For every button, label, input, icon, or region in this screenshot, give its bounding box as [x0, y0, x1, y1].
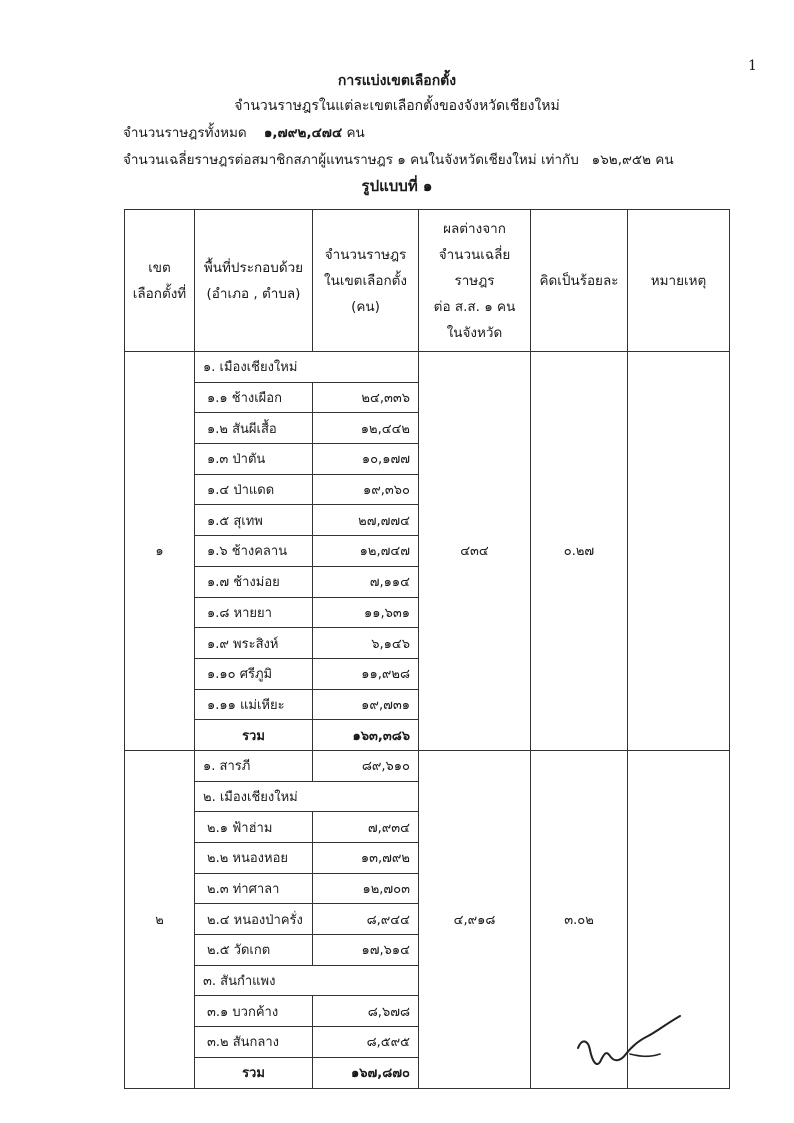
total-value: ๑๖๓,๓๘๖: [313, 720, 419, 751]
amphoe-name: ๓. สันกำแพง: [195, 965, 419, 996]
tambon-population: ๗,๙๓๔: [313, 812, 419, 843]
total-population-value: ๑,๗๙๒,๔๗๔: [263, 125, 343, 141]
tambon-population: ๑๗,๖๑๔: [313, 935, 419, 966]
document-title: การแบ่งเขตเลือกตั้ง: [337, 73, 457, 89]
header-difference-line: ต่อ ส.ส. ๑ คน: [433, 298, 516, 315]
tambon-population: ๑๑,๖๓๑: [313, 597, 419, 628]
tambon-name: ๑.๔ ป่าแดด: [195, 474, 313, 505]
document-subtitle: จำนวนราษฎรในแต่ละเขตเลือกตั้งของจังหวัดเชียงใหม่: [234, 98, 560, 114]
average-label: จำนวนเฉลี่ยราษฎรต่อสมาชิกสภาผู้แทนราษฎร ๑ คนในจังหวัดเชียงใหม่ เท่ากับ: [123, 152, 579, 168]
district-number: ๒: [125, 750, 195, 1088]
tambon-name: ๑.๗ ช้างม่อย: [195, 566, 313, 597]
tambon-name: ๒.๔ หนองป่าครั่ง: [195, 904, 313, 935]
tambon-name: ๑.๑ ช้างเผือก: [195, 382, 313, 413]
average-value: ๑๖๒,๙๕๒: [591, 152, 651, 168]
tambon-name: ๒.๕ วัดเกต: [195, 935, 313, 966]
tambon-population: ๗,๑๑๔: [313, 566, 419, 597]
amphoe-name: ๒. เมืองเชียงใหม่: [195, 781, 419, 812]
total-population-unit: คน: [346, 125, 365, 141]
header-area: [195, 210, 313, 352]
percent-value: ๐.๒๗: [531, 352, 628, 751]
tambon-population: ๘,๖๗๘: [313, 996, 419, 1027]
header-percent-line: คิดเป็นร้อยละ: [539, 272, 619, 289]
tambon-name: ๒.๒ หนองหอย: [195, 843, 313, 874]
header-remark: [628, 210, 730, 352]
header-row: [125, 210, 730, 352]
header-difference-line: ผลต่างจาก: [443, 220, 506, 237]
tambon-population: ๑๑,๙๒๘: [313, 658, 419, 689]
tambon-population: ๑๓,๗๙๒: [313, 843, 419, 874]
header-population: [313, 210, 419, 352]
district-number: ๑: [125, 352, 195, 751]
header-district: [125, 210, 195, 352]
header-population-line: (คน): [351, 298, 380, 315]
amphoe-name: ๑. สารภี: [195, 750, 313, 781]
amphoe-population: ๘๙,๖๑๐: [313, 750, 419, 781]
total-value: ๑๖๗,๘๗๐: [313, 1057, 419, 1088]
table-row: [125, 750, 730, 781]
header-district-line: เลือกตั้งที่: [132, 285, 187, 302]
tambon-population: ๒๔,๓๓๖: [313, 382, 419, 413]
header-percent: [531, 210, 628, 352]
tambon-name: ๒.๓ ท่าศาลา: [195, 873, 313, 904]
tambon-name: ๑.๑๑ แม่เหียะ: [195, 689, 313, 720]
tambon-name: ๓.๑ บวกค้าง: [195, 996, 313, 1027]
total-label: รวม: [195, 1057, 313, 1088]
header-difference: [419, 210, 531, 352]
tambon-name: ๓.๒ สันกลาง: [195, 1027, 313, 1058]
header-area-line: (อำเภอ , ตำบล): [206, 285, 301, 302]
tambon-name: ๑.๓ ป่าตัน: [195, 444, 313, 475]
total-population-line: [123, 121, 365, 143]
tambon-name: ๒.๑ ฟ้าฮ่าม: [195, 812, 313, 843]
header-difference-line: ในจังหวัด: [446, 324, 503, 341]
tambon-name: ๑.๖ ช้างคลาน: [195, 536, 313, 567]
district-table: [124, 209, 730, 1089]
tambon-population: ๘,๕๙๕: [313, 1027, 419, 1058]
tambon-population: ๑๒,๗๐๓: [313, 873, 419, 904]
remark-cell: [628, 352, 730, 751]
header-difference-line: จำนวนเฉลี่ย: [438, 246, 511, 263]
tambon-population: ๖,๑๔๖: [313, 628, 419, 659]
tambon-name: ๑.๕ สุเทพ: [195, 505, 313, 536]
header-population-line: จำนวนราษฎร: [324, 246, 407, 263]
tambon-population: ๑๙,๗๓๑: [313, 689, 419, 720]
tambon-population: ๘,๙๔๔: [313, 904, 419, 935]
total-population-label: จำนวนราษฎรทั้งหมด: [123, 125, 247, 141]
average-unit: คน: [655, 152, 674, 168]
difference-value: ๔๓๔: [419, 352, 531, 751]
tambon-population: ๒๗,๗๗๔: [313, 505, 419, 536]
header-difference-line: ราษฎร: [454, 272, 495, 289]
tambon-name: ๑.๘ หายยา: [195, 597, 313, 628]
total-label: รวม: [195, 720, 313, 751]
tambon-population: ๑๐,๑๗๗: [313, 444, 419, 475]
tambon-population: ๑๒,๗๔๗: [313, 536, 419, 567]
signature: [570, 1010, 690, 1080]
page-number: 1: [748, 58, 757, 74]
header-population-line: ในเขตเลือกตั้ง: [324, 272, 407, 289]
table-row: [125, 352, 730, 383]
amphoe-name: ๑. เมืองเชียงใหม่: [195, 352, 419, 383]
form-title: รูปแบบที่ ๑: [361, 177, 433, 195]
tambon-name: ๑.๙ พระสิงห์: [195, 628, 313, 659]
tambon-population: ๑๙,๓๖๐: [313, 474, 419, 505]
header-area-line: พื้นที่ประกอบด้วย: [203, 259, 304, 276]
header-remark-line: หมายเหตุ: [650, 272, 707, 289]
tambon-name: ๑.๒ สันผีเสื้อ: [195, 413, 313, 444]
tambon-population: ๑๒,๔๔๒: [313, 413, 419, 444]
average-line: [123, 148, 674, 170]
header-district-line: เขต: [148, 259, 171, 276]
percent-value: ๓.๐๒: [531, 750, 628, 1088]
difference-value: ๔,๙๑๘: [419, 750, 531, 1088]
tambon-name: ๑.๑๐ ศรีภูมิ: [195, 658, 313, 689]
